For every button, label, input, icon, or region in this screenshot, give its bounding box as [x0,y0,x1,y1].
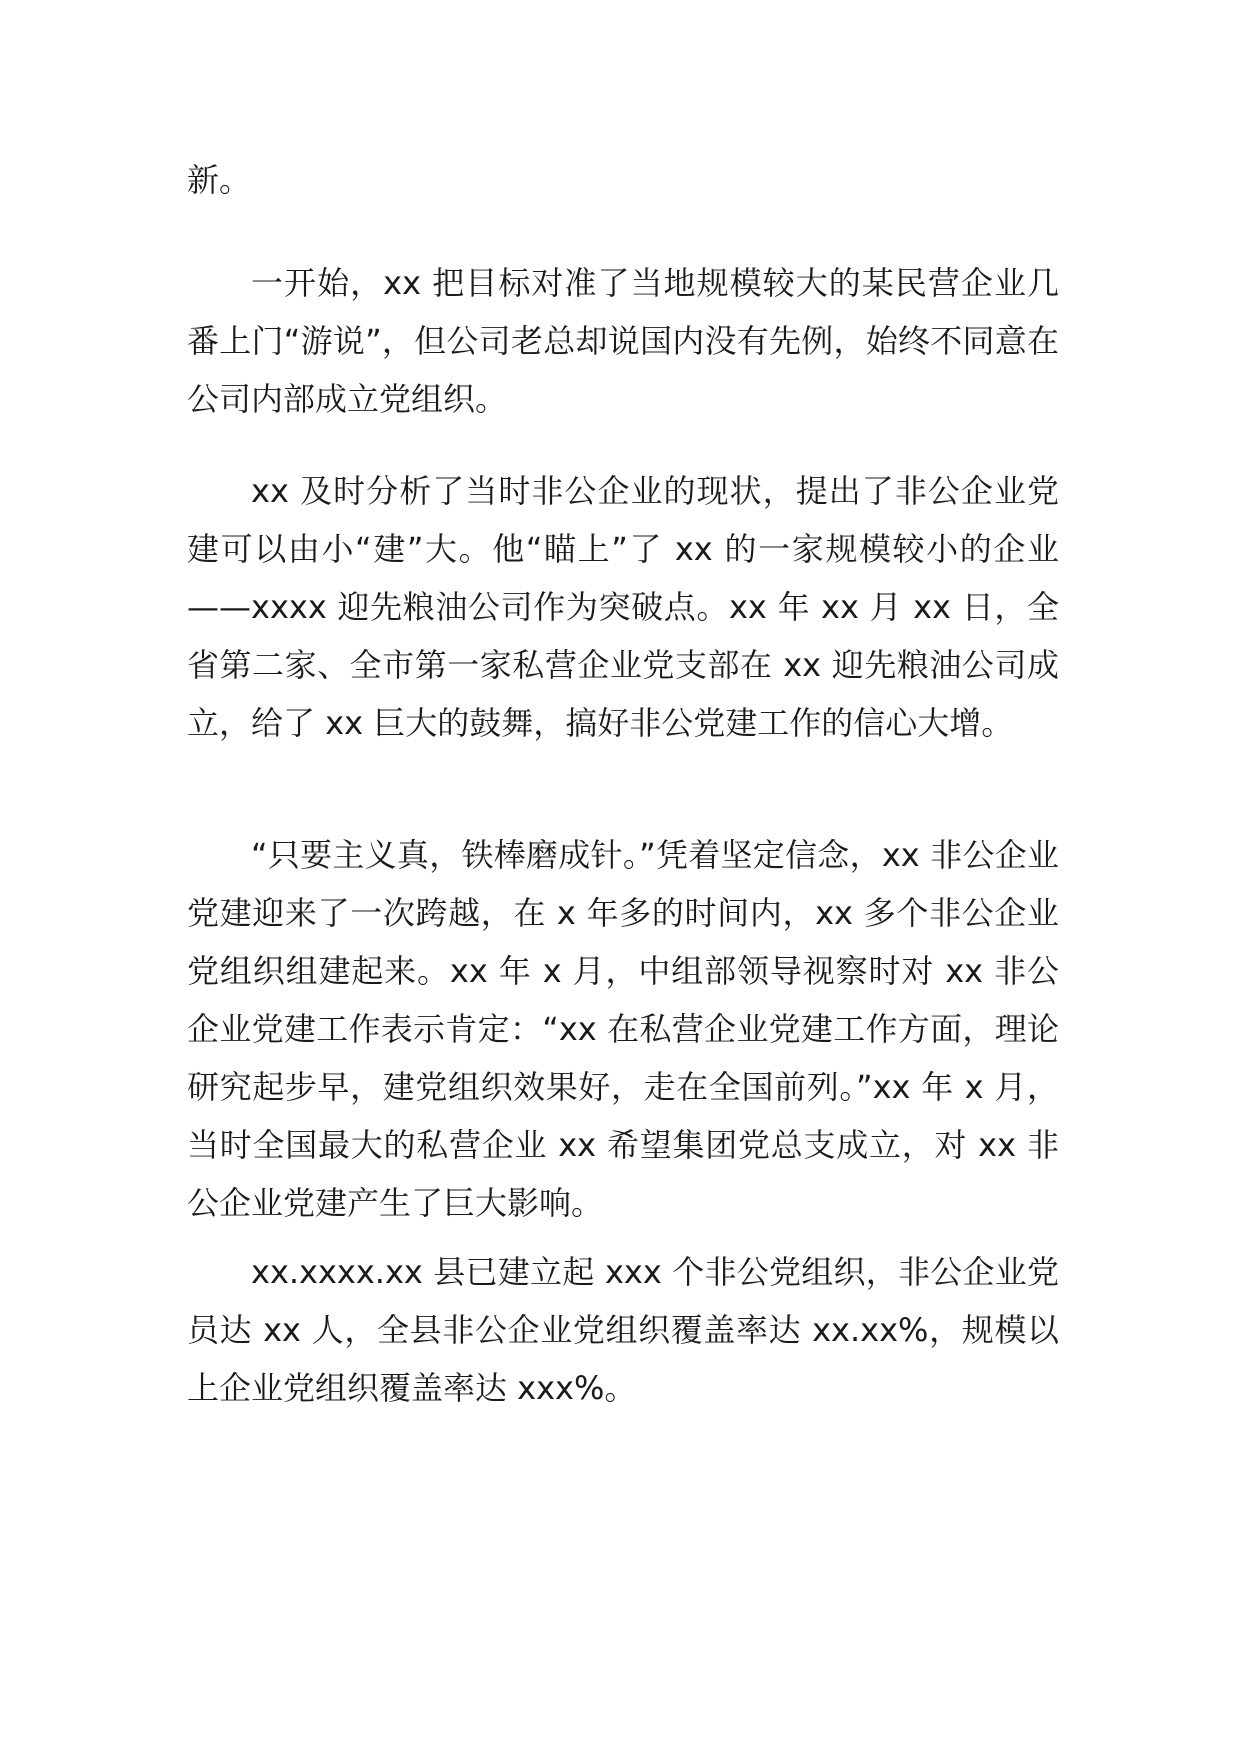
paragraph-statistics: xx.xxxx.xx 县已建立起 xxx 个非公党组织，非公企业党员达 xx 人，全县非公企业党组织覆盖率达 xx.xx%，规模以上企业党组织覆盖率达 xxx%。 [187,1253,1059,1407]
paragraph-first-branch: xx 及时分析了当时非公企业的现状，提出了非公企业党建可以由小“建”大。他“瞄上”了 xx 的一家规模较小的企业——xxxx 迎先粮油公司作为突破点。xx 年 xx 月 xx 日，全省第二家、全市第一家私营企业党支部在 xx 迎先粮油公司成立，给了 xx 巨大的鼓舞，搞好非公党建工作的信心大增。 [187,472,1059,742]
paragraph-leap: “只要主义真，铁棒磨成针。”凭着坚定信念，xx 非公企业党建迎来了一次跨越，在 x 年多的时间内，xx 多个非公企业党组织组建起来。xx 年 x 月，中组部领导视察时对 xx 非公企业党建工作表示肯定：“xx 在私营企业党建工作方面，理论研究起步早，建党组织效果好，走在全国前列。”xx 年 x 月，当时全国最大的私营企业 xx 希望集团党总支成立，对 xx 非公企业党建产生了巨大影响。 [187,836,1059,1222]
paragraph-continuation: 新。 [187,161,252,199]
paragraph-lobbying: 一开始，xx 把目标对准了当地规模较大的某民营企业几番上门“游说”，但公司老总却说国内没有先例，始终不同意在公司内部成立党组织。 [187,264,1059,418]
